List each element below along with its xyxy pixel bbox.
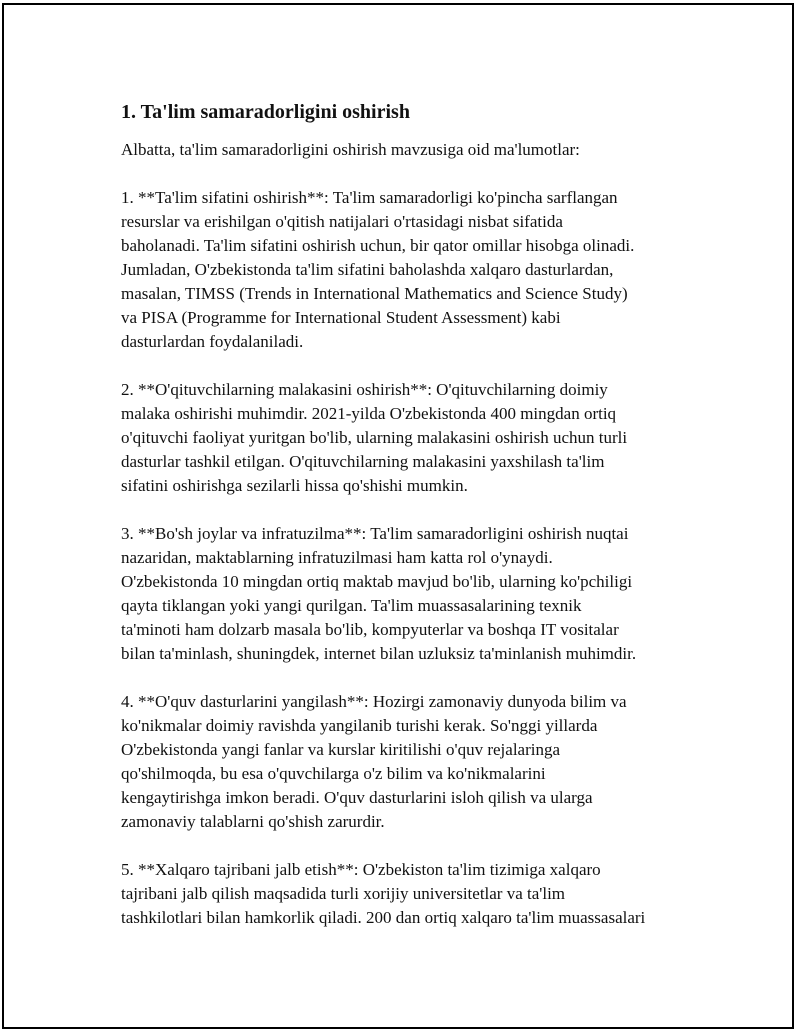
paragraph-line: ta'minoti ham dolzarb masala bo'lib, kompyuterlar va boshqa IT vositalar: [121, 620, 619, 639]
paragraph-line: ko'nikmalar doimiy ravishda yangilanib turishi kerak. So'nggi yillarda: [121, 716, 598, 735]
paragraph-line: kengaytirishga imkon beradi. O'quv dasturlarini isloh qilish va ularga: [121, 788, 593, 807]
paragraph-line: baholanadi. Ta'lim sifatini oshirish uchun, bir qator omillar hisobga olinadi.: [121, 236, 635, 255]
paragraph-line: va PISA (Programme for International Student Assessment) kabi: [121, 308, 561, 327]
paragraph-line: nazaridan, maktablarning infratuzilmasi ham katta rol o'ynaydi.: [121, 548, 553, 567]
paragraph-line: tashkilotlari bilan hamkorlik qiladi. 200 dan ortiq xalqaro ta'lim muassasalari: [121, 908, 646, 927]
paragraph-line: 2. **O'qituvchilarning malakasini oshirish**: O'qituvchilarning doimiy: [121, 380, 608, 399]
paragraph-line: qayta tiklangan yoki yangi qurilgan. Ta'lim muassasalarining texnik: [121, 596, 582, 615]
section-paragraph-5: [121, 858, 711, 930]
paragraph-line: O'zbekistonda 10 mingdan ortiq maktab mavjud bo'lib, ularning ko'pchiligi: [121, 572, 633, 591]
paragraph-line: 5. **Xalqaro tajribani jalb etish**: O'zbekiston ta'lim tizimiga xalqaro: [121, 860, 601, 879]
paragraph-line: bilan ta'minlash, shuningdek, internet bilan uzluksiz ta'minlanish muhimdir.: [121, 644, 637, 663]
intro-paragraph: [121, 138, 711, 162]
paragraph-line: 4. **O'quv dasturlarini yangilash**: Hozirgi zamonaviy dunyoda bilim va: [121, 692, 627, 711]
paragraph-line: resurslar va erishilgan o'qitish natijalari o'rtasidagi nisbat sifatida: [121, 212, 563, 231]
paragraph-line: tajribani jalb qilish maqsadida turli xorijiy universitetlar va ta'lim: [121, 884, 566, 903]
document-page: [2, 3, 794, 1029]
paragraph-line: zamonaviy talablarni qo'shish zarurdir.: [121, 812, 385, 831]
paragraph-line: 3. **Bo'sh joylar va infratuzilma**: Ta'lim samaradorligini oshirish nuqtai: [121, 524, 629, 543]
paragraph-line: 1. **Ta'lim sifatini oshirish**: Ta'lim samaradorligi ko'pincha sarflangan: [121, 188, 618, 207]
section-paragraph-3: [121, 522, 711, 666]
document-content: [121, 100, 711, 954]
paragraph-line: malaka oshirishi muhimdir. 2021-yilda O'zbekistonda 400 mingdan ortiq: [121, 404, 617, 423]
paragraph-line: sifatini oshirishga sezilarli hissa qo'shishi mumkin.: [121, 476, 468, 495]
section-paragraph-2: [121, 378, 711, 498]
paragraph-line: Albatta, ta'lim samaradorligini oshirish mavzusiga oid ma'lumotlar:: [121, 140, 580, 159]
paragraph-line: qo'shilmoqda, bu esa o'quvchilarga o'z bilim va ko'nikmalarini: [121, 764, 546, 783]
paragraph-line: O'zbekistonda yangi fanlar va kurslar kiritilishi o'quv rejalaringa: [121, 740, 561, 759]
paragraph-line: o'qituvchi faoliyat yuritgan bo'lib, ularning malakasini oshirish uchun turli: [121, 428, 628, 447]
paragraph-line: dasturlar tashkil etilgan. O'qituvchilarning malakasini yaxshilash ta'lim: [121, 452, 605, 471]
paragraph-line: Jumladan, O'zbekistonda ta'lim sifatini baholashda xalqaro dasturlardan,: [121, 260, 614, 279]
document-title: 1. Ta'lim samaradorligini oshirish: [121, 101, 410, 123]
section-paragraph-1: [121, 186, 711, 354]
paragraph-line: dasturlardan foydalaniladi.: [121, 332, 304, 351]
paragraph-line: masalan, TIMSS (Trends in International Mathematics and Science Study): [121, 284, 628, 303]
section-paragraph-4: [121, 690, 711, 834]
